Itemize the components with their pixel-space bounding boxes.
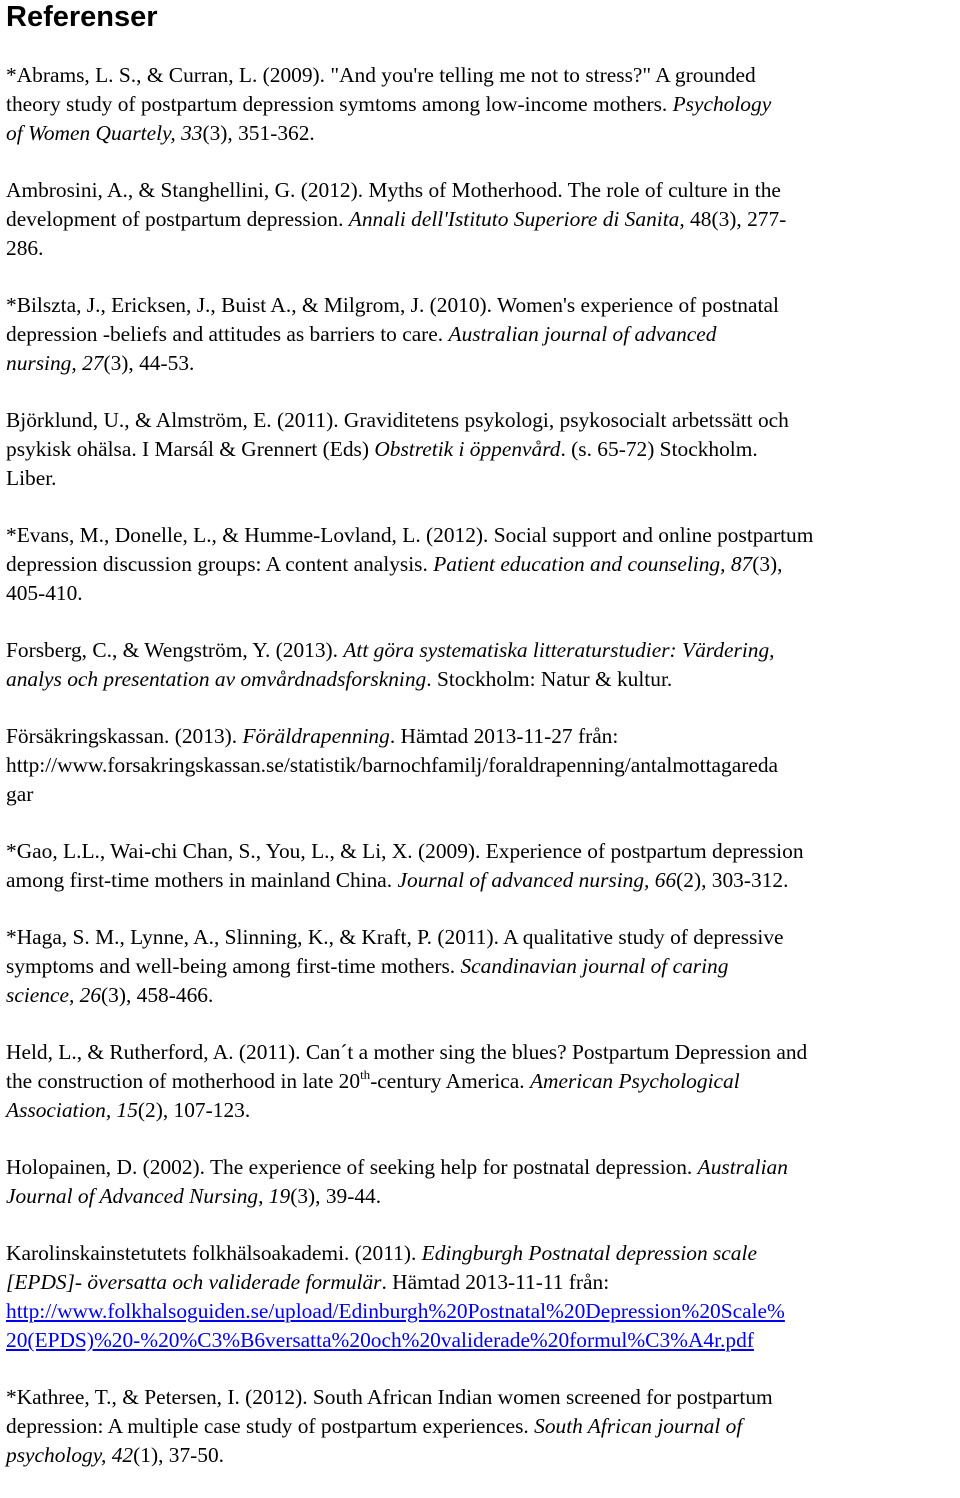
italic-text: Patient education and counseling, 87 <box>433 552 753 576</box>
reference-text: 48(3), 277- <box>684 207 787 231</box>
reference-entry <box>6 61 956 148</box>
reference-text: depression -beliefs and attitudes as barriers to care. <box>6 322 449 346</box>
reference-entry <box>6 1038 956 1125</box>
reference-line <box>6 981 956 1010</box>
reference-line <box>6 780 956 809</box>
reference-entry <box>6 291 956 378</box>
reference-text: the construction of motherhood in late 20 <box>6 1069 361 1093</box>
reference-text: (2), 303-312. <box>676 868 789 892</box>
reference-line <box>6 1383 956 1412</box>
italic-text: American Psychological <box>529 1069 740 1093</box>
reference-entry <box>6 521 956 608</box>
reference-text: Försäkringskassan. (2013). <box>6 724 243 748</box>
reference-text: (3), 44-53. <box>103 351 195 375</box>
reference-text: Holopainen, D. (2002). The experience of seeking help for postnatal depression. <box>6 1155 698 1179</box>
reference-text: Ambrosini, A., & Stanghellini, G. (2012). Myths of Motherhood. The role of culture in the <box>6 178 781 202</box>
reference-text: 405-410. <box>6 581 83 605</box>
reference-text: theory study of postpartum depression symtoms among low-income mothers. <box>6 92 673 116</box>
italic-text: of Women Quartely, 33 <box>6 121 203 145</box>
reference-line <box>6 1067 956 1096</box>
reference-line <box>6 1326 956 1355</box>
reference-line <box>6 234 956 263</box>
italic-text: Föräldrapenning <box>242 724 390 748</box>
italic-text: Psychology <box>672 92 772 116</box>
reference-text: *Haga, S. M., Lynne, A., Slinning, K., & Kraft, P. (2011). A qualitative study of depressive <box>6 925 784 949</box>
reference-line <box>6 751 956 780</box>
reference-line <box>6 579 956 608</box>
reference-text: Björklund, U., & Almström, E. (2011). Graviditetens psykologi, psykosocialt arbetssätt och <box>6 408 789 432</box>
reference-text: . Hämtad 2013-11-27 från: <box>389 724 619 748</box>
reference-line <box>6 722 956 751</box>
reference-line <box>6 1182 956 1211</box>
reference-text: *Abrams, L. S., & Curran, L. (2009). "And you're telling me not to stress?" A grounded <box>6 63 756 87</box>
reference-text: (3), <box>752 552 783 576</box>
reference-text: . (s. 65-72) Stockholm. <box>560 437 758 461</box>
reference-entry <box>6 636 956 694</box>
reference-entry <box>6 722 956 809</box>
reference-line <box>6 1441 956 1470</box>
italic-text: Scandinavian journal of caring <box>460 954 729 978</box>
reference-list <box>6 61 956 1498</box>
reference-line <box>6 291 956 320</box>
italic-text: Association, 15 <box>6 1098 138 1122</box>
reference-text: Liber. <box>6 466 57 490</box>
reference-line <box>6 1297 956 1326</box>
reference-line <box>6 1268 956 1297</box>
reference-line <box>6 61 956 90</box>
italic-text: Obstretik i öppenvård <box>374 437 561 461</box>
italic-text: science, 26 <box>6 983 102 1007</box>
reference-text: (2), 107-123. <box>137 1098 251 1122</box>
reference-line <box>6 90 956 119</box>
reference-text: Held, L., & Rutherford, A. (2011). Can´t a mother sing the blues? Postpartum Depression and <box>6 1040 808 1064</box>
reference-line <box>6 435 956 464</box>
reference-entry <box>6 923 956 1010</box>
italic-text: analys och presentation av omvårdnadsforskning <box>6 667 427 691</box>
reference-entry <box>6 1239 956 1355</box>
italic-text: Australian journal of advanced <box>448 322 717 346</box>
reference-text: -century America. <box>370 1069 530 1093</box>
reference-text: http://www.forsakringskassan.se/statistik/barnochfamilj/foraldrapenning/antalmottagareda <box>6 753 779 777</box>
reference-line <box>6 119 956 148</box>
italic-text: Edingburgh Postnatal depression scale <box>421 1241 757 1265</box>
italic-text: Annali dell'Istituto Superiore di Sanita, <box>348 207 685 231</box>
reference-text: . Stockholm: Natur & kultur. <box>426 667 673 691</box>
reference-link[interactable]: 20(EPDS)%20-%20%C3%B6versatta%20och%20validerade%20formul%C3%A4r.pdf <box>6 1328 754 1352</box>
italic-text: Att göra systematiska litteraturstudier: Värdering, <box>343 638 775 662</box>
reference-text: (1), 37-50. <box>133 1443 225 1467</box>
italic-text: South African journal of <box>534 1414 743 1438</box>
reference-line <box>6 550 956 579</box>
reference-text: . Hämtad 2013-11-11 från: <box>381 1270 610 1294</box>
italic-text: [EPDS]- översatta och validerade formulär <box>6 1270 382 1294</box>
reference-line <box>6 205 956 234</box>
reference-line <box>6 1096 956 1125</box>
italic-text: Journal of Advanced Nursing, 19 <box>6 1184 291 1208</box>
reference-text: psykisk ohälsa. I Marsál & Grennert (Eds) <box>6 437 375 461</box>
reference-text: (3), 458-466. <box>101 983 214 1007</box>
reference-line <box>6 1239 956 1268</box>
italic-text: psychology, 42 <box>6 1443 134 1467</box>
reference-text: depression: A multiple case study of postpartum experiences. <box>6 1414 535 1438</box>
reference-text: (3), 39-44. <box>290 1184 382 1208</box>
reference-line <box>6 464 956 493</box>
reference-text: Karolinskainstetutets folkhälsoakademi. (2011). <box>6 1241 422 1265</box>
italic-text: Journal of advanced nursing, 66 <box>397 868 677 892</box>
reference-line <box>6 665 956 694</box>
reference-text: gar <box>6 782 34 806</box>
reference-entry <box>6 406 956 493</box>
reference-link[interactable]: http://www.folkhalsoguiden.se/upload/Edinburgh%20Postnatal%20Depression%20Scale% <box>6 1299 785 1323</box>
reference-text: development of postpartum depression. <box>6 207 349 231</box>
reference-text: among first-time mothers in mainland China. <box>6 868 398 892</box>
italic-text: Australian <box>697 1155 788 1179</box>
superscript-text: th <box>360 1067 371 1082</box>
reference-line <box>6 1153 956 1182</box>
reference-line <box>6 866 956 895</box>
reference-line <box>6 636 956 665</box>
reference-line <box>6 406 956 435</box>
page-title: Referenser <box>6 1 158 33</box>
reference-entry <box>6 1153 956 1211</box>
reference-line <box>6 176 956 205</box>
reference-text: *Kathree, T., & Petersen, I. (2012). South African Indian women screened for postpartum <box>6 1385 773 1409</box>
italic-text: nursing, 27 <box>6 351 104 375</box>
reference-line <box>6 521 956 550</box>
reference-text: 286. <box>6 236 44 260</box>
reference-line <box>6 952 956 981</box>
reference-line <box>6 349 956 378</box>
reference-line <box>6 923 956 952</box>
reference-text: symptoms and well-being among first-time mothers. <box>6 954 461 978</box>
reference-text: depression discussion groups: A content analysis. <box>6 552 434 576</box>
reference-text: Forsberg, C., & Wengström, Y. (2013). <box>6 638 344 662</box>
reference-line <box>6 320 956 349</box>
reference-text: (3), 351-362. <box>202 121 315 145</box>
reference-text: *Evans, M., Donelle, L., & Humme-Lovland, L. (2012). Social support and online postpartum <box>6 523 814 547</box>
reference-text: *Gao, L.L., Wai-chi Chan, S., You, L., & Li, X. (2009). Experience of postpartum depression <box>6 839 804 863</box>
reference-line <box>6 1038 956 1067</box>
reference-line <box>6 837 956 866</box>
reference-entry <box>6 837 956 895</box>
reference-entry <box>6 176 956 263</box>
reference-text: *Bilszta, J., Ericksen, J., Buist A., & Milgrom, J. (2010). Women's experience of postnatal <box>6 293 779 317</box>
